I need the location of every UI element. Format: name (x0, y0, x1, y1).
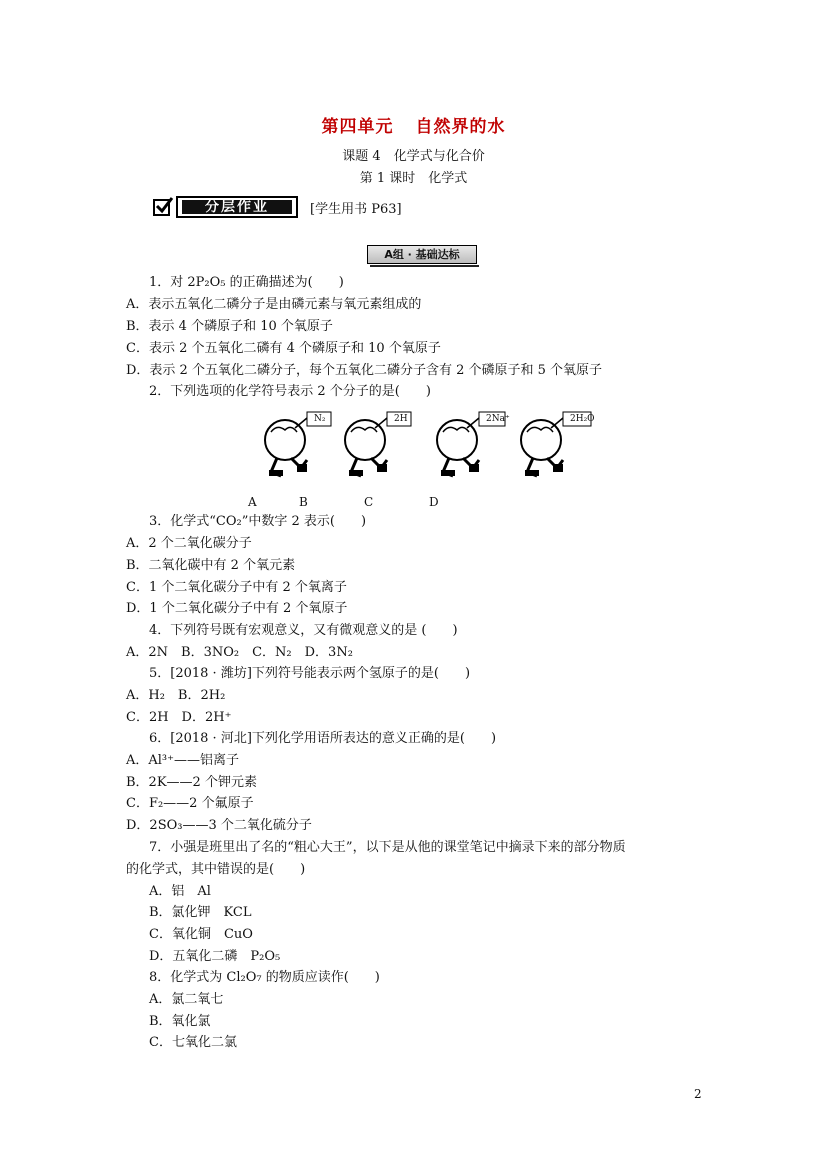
q7-option-d: D．五氧化二磷 P₂O₅ (149, 949, 281, 964)
label-b: B (299, 495, 308, 509)
unit-name: 自然界的水 (415, 117, 506, 137)
q1-option-b: B．表示 4 个磷原子和 10 个氧原子 (126, 319, 333, 334)
q4-stem: 4．下列符号既有宏观意义，又有微观意义的是 ( ) (149, 623, 458, 638)
q7-option-b: B．氯化钾 KCL (149, 905, 252, 920)
q8-option-c: C．七氧化二氯 (149, 1035, 237, 1050)
sign-c: 2Na⁺ (486, 414, 510, 424)
sign-d: 2H₂O (570, 414, 595, 424)
q6-stem: 6．[2018 · 河北]下列化学用语所表达的意义正确的是( ) (149, 731, 497, 746)
q3-stem: 3．化学式“CO₂”中数字 2 表示( ) (149, 514, 367, 529)
q7-stem: 7．小强是班里出了名的“粗心大王”，以下是从他的课堂笔记中摘录下来的部分物质 (149, 840, 626, 855)
q7-stem-continued: 的化学式，其中错误的是( ) (126, 862, 306, 877)
label-d: D (429, 495, 439, 509)
q7-option-a: A．铝 Al (149, 884, 211, 899)
q6-option-d: D．2SO₃——3 个二氧化硫分子 (126, 818, 312, 833)
q3-option-c: C．1 个二氧化碳分子中有 2 个氧离子 (126, 580, 347, 595)
q2-stem: 2．下列选项的化学符号表示 2 个分子的是( ) (149, 384, 431, 399)
q7-option-c: C．氧化铜 CuO (149, 927, 253, 942)
q6-option-c: C．F₂——2 个氟原子 (126, 796, 254, 811)
homework-banner (153, 195, 402, 219)
q6-option-a: A．Al³⁺——铝离子 (126, 753, 240, 768)
period-title: 第 1 课时 化学式 (359, 171, 468, 186)
banner-label: 分层作业 (182, 200, 292, 214)
sign-a: N₂ (314, 414, 326, 424)
sign-b: 2H (394, 414, 408, 424)
q4-options-text: 2N B．3NO₂ C．N₂ D．3N₂ (148, 645, 353, 660)
q3-option-a: A．2 个二氧化碳分子 (126, 536, 252, 551)
unit-number: 第四单元 (321, 117, 394, 137)
q6-option-b: B．2K——2 个钾元素 (126, 775, 257, 790)
q4-options: A．2N B．3NO₂ C．N₂ D．3N₂ (126, 645, 353, 660)
q2-figure (255, 408, 600, 488)
q1-stem: 1．对 2P₂O₅ 的正确描述为( ) (149, 275, 344, 290)
banner-label-box (176, 196, 298, 218)
q1-option-d: D．表示 2 个五氧化二磷分子，每个五氧化二磷分子含有 2 个磷原子和 5 个氧原子 (126, 363, 603, 378)
q3-option-b: B．二氧化碳中有 2 个氧元素 (126, 558, 296, 573)
unit-title (0, 112, 827, 137)
check-icon (153, 199, 170, 216)
q8-option-a: A．氯二氧七 (149, 992, 224, 1007)
q1-option-c: C．表示 2 个五氧化二磷有 4 个磷原子和 10 个氧原子 (126, 341, 441, 356)
book-reference: [学生用书 P63] (310, 201, 402, 217)
q3-option-d: D．1 个二氧化碳分子中有 2 个氧原子 (126, 601, 348, 616)
label-a: A (248, 495, 257, 509)
page-number: 2 (694, 1087, 702, 1101)
q1-option-a: A．表示五氧化二磷分子是由磷元素与氧元素组成的 (126, 297, 422, 312)
q2-option-labels (0, 495, 827, 513)
q8-stem: 8．化学式为 Cl₂O₇ 的物质应读作( ) (149, 970, 380, 985)
lesson-title: 课题 4 化学式与化合价 (342, 149, 485, 164)
q5-options-cd: C．2H D．2H⁺ (126, 710, 232, 725)
label-c: C (364, 495, 374, 509)
group-heading: A组 · 基础达标 (367, 245, 477, 264)
q5-stem: 5．[2018 · 潍坊]下列符号能表示两个氢原子的是( ) (149, 666, 471, 681)
q5-options-ab: A．H₂ B．2H₂ (126, 688, 226, 703)
q8-option-b: B．氧化氯 (149, 1014, 211, 1029)
